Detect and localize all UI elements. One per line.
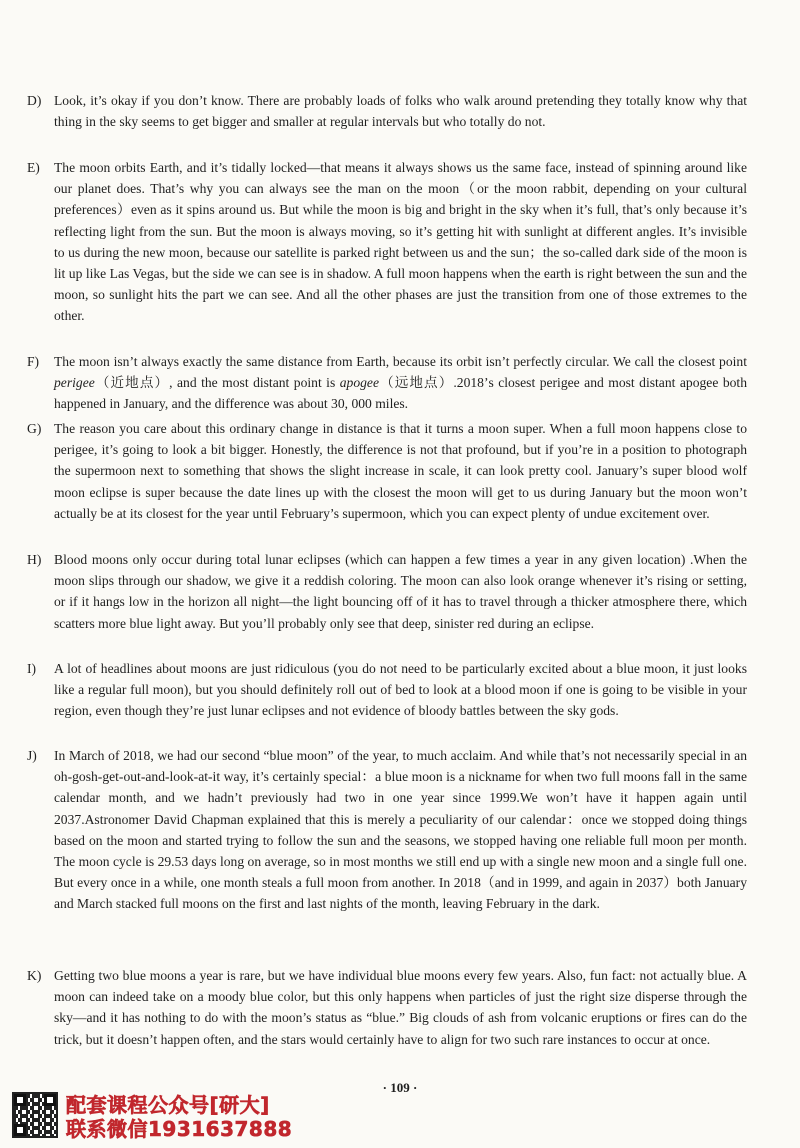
qr-code-icon	[12, 1092, 58, 1138]
paragraph-f	[27, 351, 747, 415]
paragraph-label: K)	[27, 968, 42, 983]
paragraph-text: The moon orbits Earth, and it’s tidally locked—that means it always shows us the same face, instead of spinning around like our planet does. That’s why you can always see the man on the moon（or the moon rabbit, depending on your cultural preferences）even as it spins around us. But while the moon is big and bright in the sky when it’s full, that’s only because it’s reflecting light from the sun. But the moon is always moving, so it’s getting hit with sunlight at different angles. It’s invisible to us during the new moon, because our satellite is parked right between us and the sun；the so-called dark side of the moon is lit up like Las Vegas, but the side we can see is in shadow. A full moon happens when the earth is right between the sun and the moon, so sunlight hits the part we can see. And all the other phases are just the transition from one of those extremes to the other.	[54, 160, 747, 324]
paragraph-text: Getting two blue moons a year is rare, but we have individual blue moons every few years. Also, fun fact: not actually blue. A moon can indeed take on a moody blue color, but this only happens when particles of just the right size disperse through the sky—and it has nothing to do with the moon’s status as “blue.” Big clouds of ash from volcanic eruptions or fires can do the trick, but it doesn’t happen often, and the stars would certainly have to align for two such rare instances to occur at once.	[54, 968, 747, 1047]
term-perigee: perigee	[54, 375, 95, 391]
paragraph-label: I)	[27, 661, 37, 676]
paragraph-label: F)	[27, 354, 40, 369]
paragraph-g	[27, 418, 747, 524]
paragraph-label: E)	[27, 160, 40, 175]
paragraph-d	[27, 90, 747, 132]
paragraph-label: J)	[27, 748, 37, 763]
term-apogee: apogee	[339, 375, 379, 391]
paragraph-j	[27, 745, 747, 915]
paragraph-i	[27, 658, 747, 722]
promo-line-1: 配套课程公众号[研大]	[66, 1093, 270, 1117]
paragraph-text: The reason you care about this ordinary change in distance is that it turns a moon super. When a full moon happens close to perigee, it’s going to look a bit bigger. Honestly, the difference is not that profound, but if you’re in a position to photograph the supermoon next to something that shows the slight increase in scale, it can look pretty cool. January’s super blood wolf moon eclipse is super because the date lines up with the closest the moon will get to us during January but the moon won’t actually be at its closest for the year until February’s supermoon, which you can expect plenty of undue excitement over.	[54, 421, 747, 521]
paragraph-label: D)	[27, 93, 42, 108]
paragraph-text: Blood moons only occur during total lunar eclipses (which can happen a few times a year in any given location) .When the moon slips through our shadow, we give it a reddish coloring. The moon can also look orange whenever it’s rising or setting, or if it hangs low in the horizon all night—the light bouncing off of it has to travel through a thicker atmosphere there, which scatters more blue light away. But you’ll probably only see that deep, sinister red during an eclipse.	[54, 552, 747, 631]
paragraph-e	[27, 157, 747, 327]
paragraph-text: In March of 2018, we had our second “blue moon” of the year, to much acclaim. And while that’s not necessarily special in an oh-gosh-get-out-and-look-at-it way, it’s certainly special：a blue moon is a nickname for when two full moons fall in the same calendar month, and we hadn’t previously had two in one year since 1999.We won’t have it happen again until 2037.Astronomer David Chapman explained that this is merely a peculiarity of our calendar：once we stopped doing things based on the moon and started trying to follow the sun and the seasons, we stopped having one reliable full moon per month. The moon cycle is 29.53 days long on average, so in most months we still end up with a single new moon and a single full one. But every once in a while, one month steals a full moon from another. In 2018（and in 1999, and again in 2037）both January and March stacked full moons on the first and last nights of the month, leaving February in the dark.	[54, 748, 747, 912]
paragraph-text: Look, it’s okay if you don’t know. There are probably loads of folks who walk around pretending they totally know why that thing in the sky seems to get bigger and smaller at regular intervals but who totally do not.	[54, 93, 747, 130]
promo-line-2: 联系微信1931637888	[66, 1117, 293, 1141]
paragraph-label: G)	[27, 421, 42, 436]
promo-banner	[12, 1092, 342, 1144]
page-number: · 109 ·	[382, 1080, 418, 1095]
paragraph-label: H)	[27, 552, 42, 567]
paragraph-text: A lot of headlines about moons are just ridiculous (you do not need to be particularly excited about a blue moon, it just looks like a regular full moon), but you should definitely roll out of bed to look at a blood moon if one is going to be visible in your region, even though they’re just lunar eclipses and not evidence of bloody battles between the sky gods.	[54, 661, 747, 719]
paragraph-text: The moon isn’t always exactly the same distance from Earth, because its orbit isn’t perfectly circular. We call the closest point perigee（近地点）, and the most distant point is apogee（远地点）.2018’s closest perigee and most distant apogee both happened in January, and the difference was about 30, 000 miles.	[54, 354, 747, 412]
paragraph-h	[27, 549, 747, 634]
paragraph-k	[27, 965, 747, 1050]
